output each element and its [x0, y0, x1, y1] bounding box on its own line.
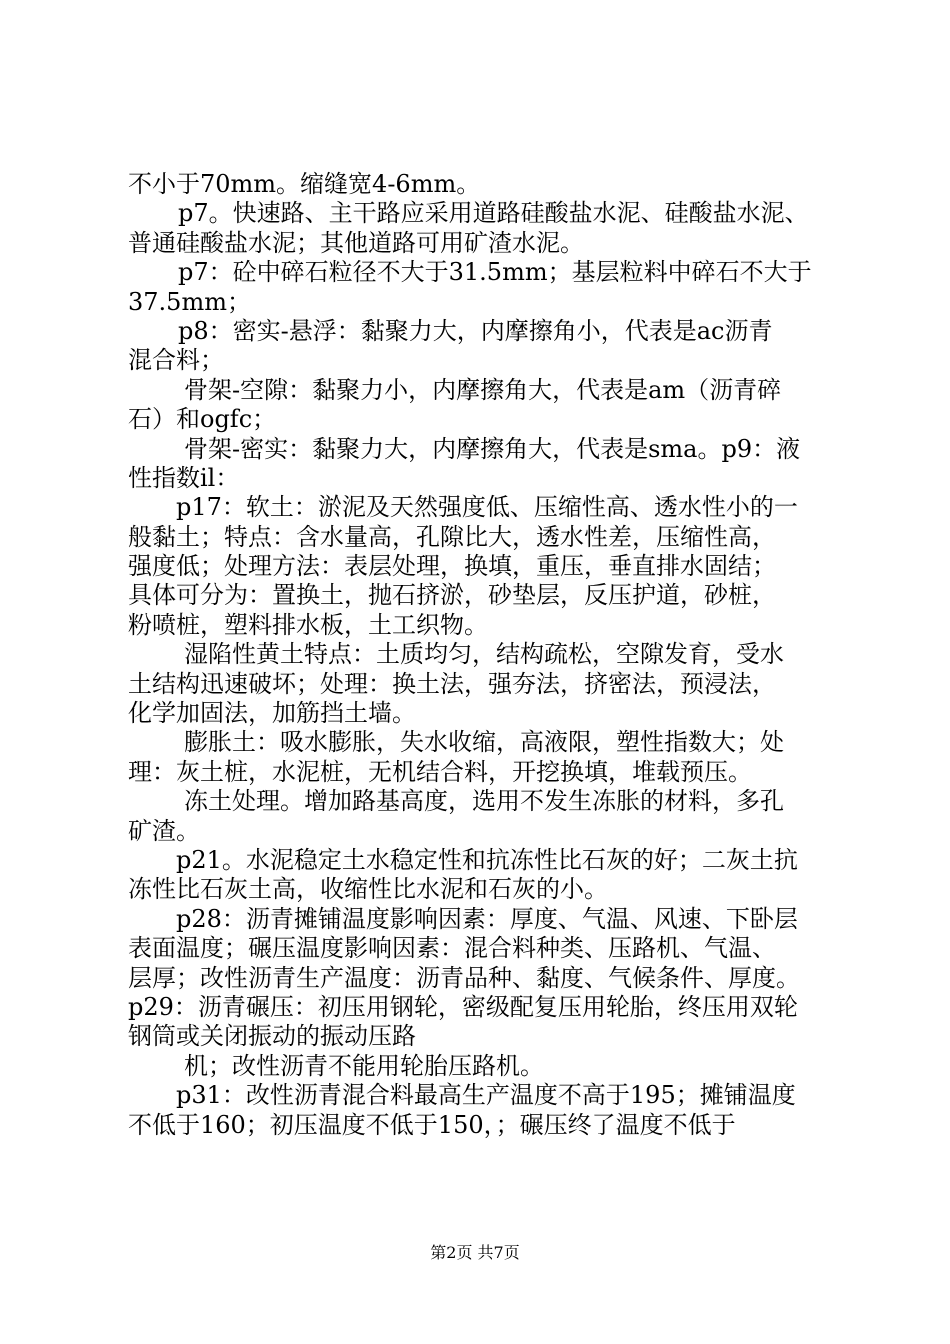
text-line: 膨胀土：吸水膨胀，失水收缩，高液限，塑性指数大；处: [184, 728, 784, 757]
text-line: 化学加固法，加筋挡土墙。: [128, 699, 416, 728]
text-line: 性指数il：: [128, 463, 240, 492]
page-number-footer: 第2页 共7页: [430, 1243, 520, 1262]
text-line: 矿渣。: [128, 816, 200, 845]
text-line: 骨架-空隙：黏聚力小，内摩擦角大，代表是am（沥青碎: [184, 375, 782, 404]
text-line: 不小于70mm。缩缝宽4-6mm。: [128, 170, 481, 198]
text-line: 冻土处理。增加路基高度，选用不发生冻胀的材料，多孔: [184, 787, 784, 816]
text-line: 层厚；改性沥青生产温度：沥青品种、黏度、气候条件、厚度。: [128, 963, 800, 992]
text-line: 37.5mm；: [128, 287, 251, 316]
text-line: 骨架-密实：黏聚力大，内摩擦角大，代表是sma。p9：液: [184, 434, 801, 463]
text-line: p7：砼中碎石粒径不大于31.5mm；基层粒料中碎石不大于: [178, 258, 812, 287]
text-line: 土结构迅速破坏；处理：换土法，强夯法，挤密法，预浸法，: [128, 669, 776, 698]
text-line: 冻性比石灰土高，收缩性比水泥和石灰的小。: [128, 875, 608, 904]
text-line: p28：沥青摊铺温度影响因素：厚度、气温、风速、下卧层: [176, 904, 798, 933]
text-line: 不低于160；初压温度不低于150，；碾压终了温度不低于: [128, 1110, 736, 1139]
text-line: 钢筒或关闭振动的振动压路: [128, 1022, 416, 1051]
text-line: p17：软土：淤泥及天然强度低、压缩性高、透水性小的一: [176, 493, 798, 522]
text-line: p21。水泥稳定土水稳定性和抗冻性比石灰的好；二灰土抗: [176, 845, 798, 874]
text-line: 粉喷桩，塑料排水板，土工织物。: [128, 610, 488, 639]
text-line: p8：密实-悬浮：黏聚力大，内摩擦角小，代表是ac沥青: [178, 316, 773, 345]
text-line: p7。快速路、主干路应采用道路硅酸盐水泥、硅酸盐水泥、: [178, 199, 809, 228]
text-line: p31：改性沥青混合料最高生产温度不高于195；摊铺温度: [176, 1081, 796, 1110]
text-line: 具体可分为：置换土，抛石挤淤，砂垫层，反压护道，砂桩，: [128, 581, 776, 610]
text-line: 石）和ogfc；: [128, 405, 277, 434]
text-line: p29：沥青碾压：初压用钢轮，密级配复压用轮胎，终压用双轮: [128, 992, 798, 1021]
text-line: 机；改性沥青不能用轮胎压路机。: [184, 1051, 544, 1080]
document-body: [128, 170, 840, 1140]
text-line: 般黏土；特点：含水量高，孔隙比大，透水性差，压缩性高，: [128, 522, 776, 551]
text-line: 混合料；: [128, 346, 224, 375]
text-line: 理：灰土桩，水泥桩，无机结合料，开挖换填，堆载预压。: [128, 757, 752, 786]
text-line: 强度低；处理方法：表层处理，换填，重压，垂直排水固结；: [128, 552, 776, 581]
text-line: 表面温度；碾压温度影响因素：混合料种类、压路机、气温、: [128, 934, 776, 963]
text-line: 湿陷性黄土特点：土质均匀，结构疏松，空隙发育，受水: [184, 640, 784, 669]
text-line: 普通硅酸盐水泥；其他道路可用矿渣水泥。: [128, 228, 584, 257]
